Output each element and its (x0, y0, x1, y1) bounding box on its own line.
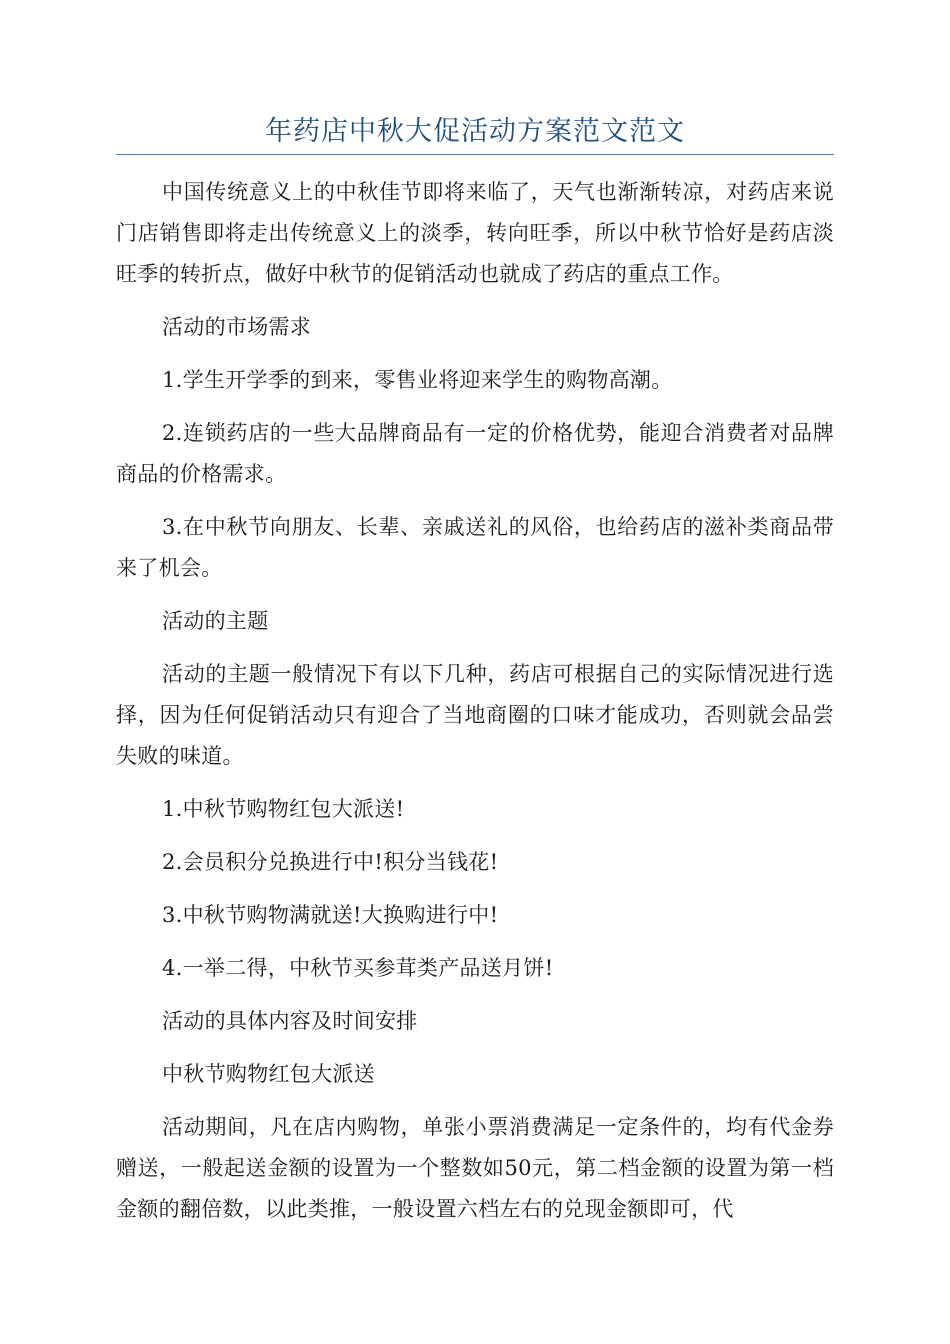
list-item: 3.在中秋节向朋友、长辈、亲戚送礼的风俗，也给药店的滋补类商品带来了机会。 (116, 515, 834, 580)
paragraph-red-envelope: 活动期间，凡在店内购物，单张小票消费满足一定条件的，均有代金券赠送，一般起送金额的设置为一个整数如50元，第二档金额的设置为第一档金额的翻倍数，以此类推，一般设置六档左右的兑现金额即可，代 (116, 1115, 834, 1221)
heading-red-envelope: 中秋节购物红包大派送 (162, 1062, 375, 1086)
list-item: 2.连锁药店的一些大品牌商品有一定的价格优势，能迎合消费者对品牌商品的价格需求。 (116, 421, 834, 486)
list-item: 1.学生开学季的到来，零售业将迎来学生的购物高潮。 (162, 368, 673, 392)
heading-content-schedule: 活动的具体内容及时间安排 (162, 1009, 418, 1033)
heading-theme: 活动的主题 (162, 609, 269, 633)
list-item: 2.会员积分兑换进行中!积分当钱花! (162, 850, 499, 874)
list-item: 4.一举二得，中秋节买参茸类产品送月饼! (162, 956, 554, 980)
document-body (116, 172, 834, 1242)
paragraph-intro: 中国传统意义上的中秋佳节即将来临了，天气也渐渐转凉，对药店来说门店销售即将走出传统意义上的淡季，转向旺季，所以中秋节恰好是药店淡旺季的转折点，做好中秋节的促销活动也就成了药店的重点工作。 (116, 180, 834, 286)
list-item: 1.中秋节购物红包大派送! (162, 797, 405, 821)
paragraph-theme-intro: 活动的主题一般情况下有以下几种，药店可根据自己的实际情况进行选择，因为任何促销活动只有迎合了当地商圈的口味才能成功，否则就会品尝失败的味道。 (116, 662, 834, 768)
list-item: 3.中秋节购物满就送!大换购进行中! (162, 903, 499, 927)
document-title: 年药店中秋大促活动方案范文范文 (265, 116, 685, 147)
title-underline (116, 154, 834, 155)
heading-market-demand: 活动的市场需求 (162, 315, 312, 339)
